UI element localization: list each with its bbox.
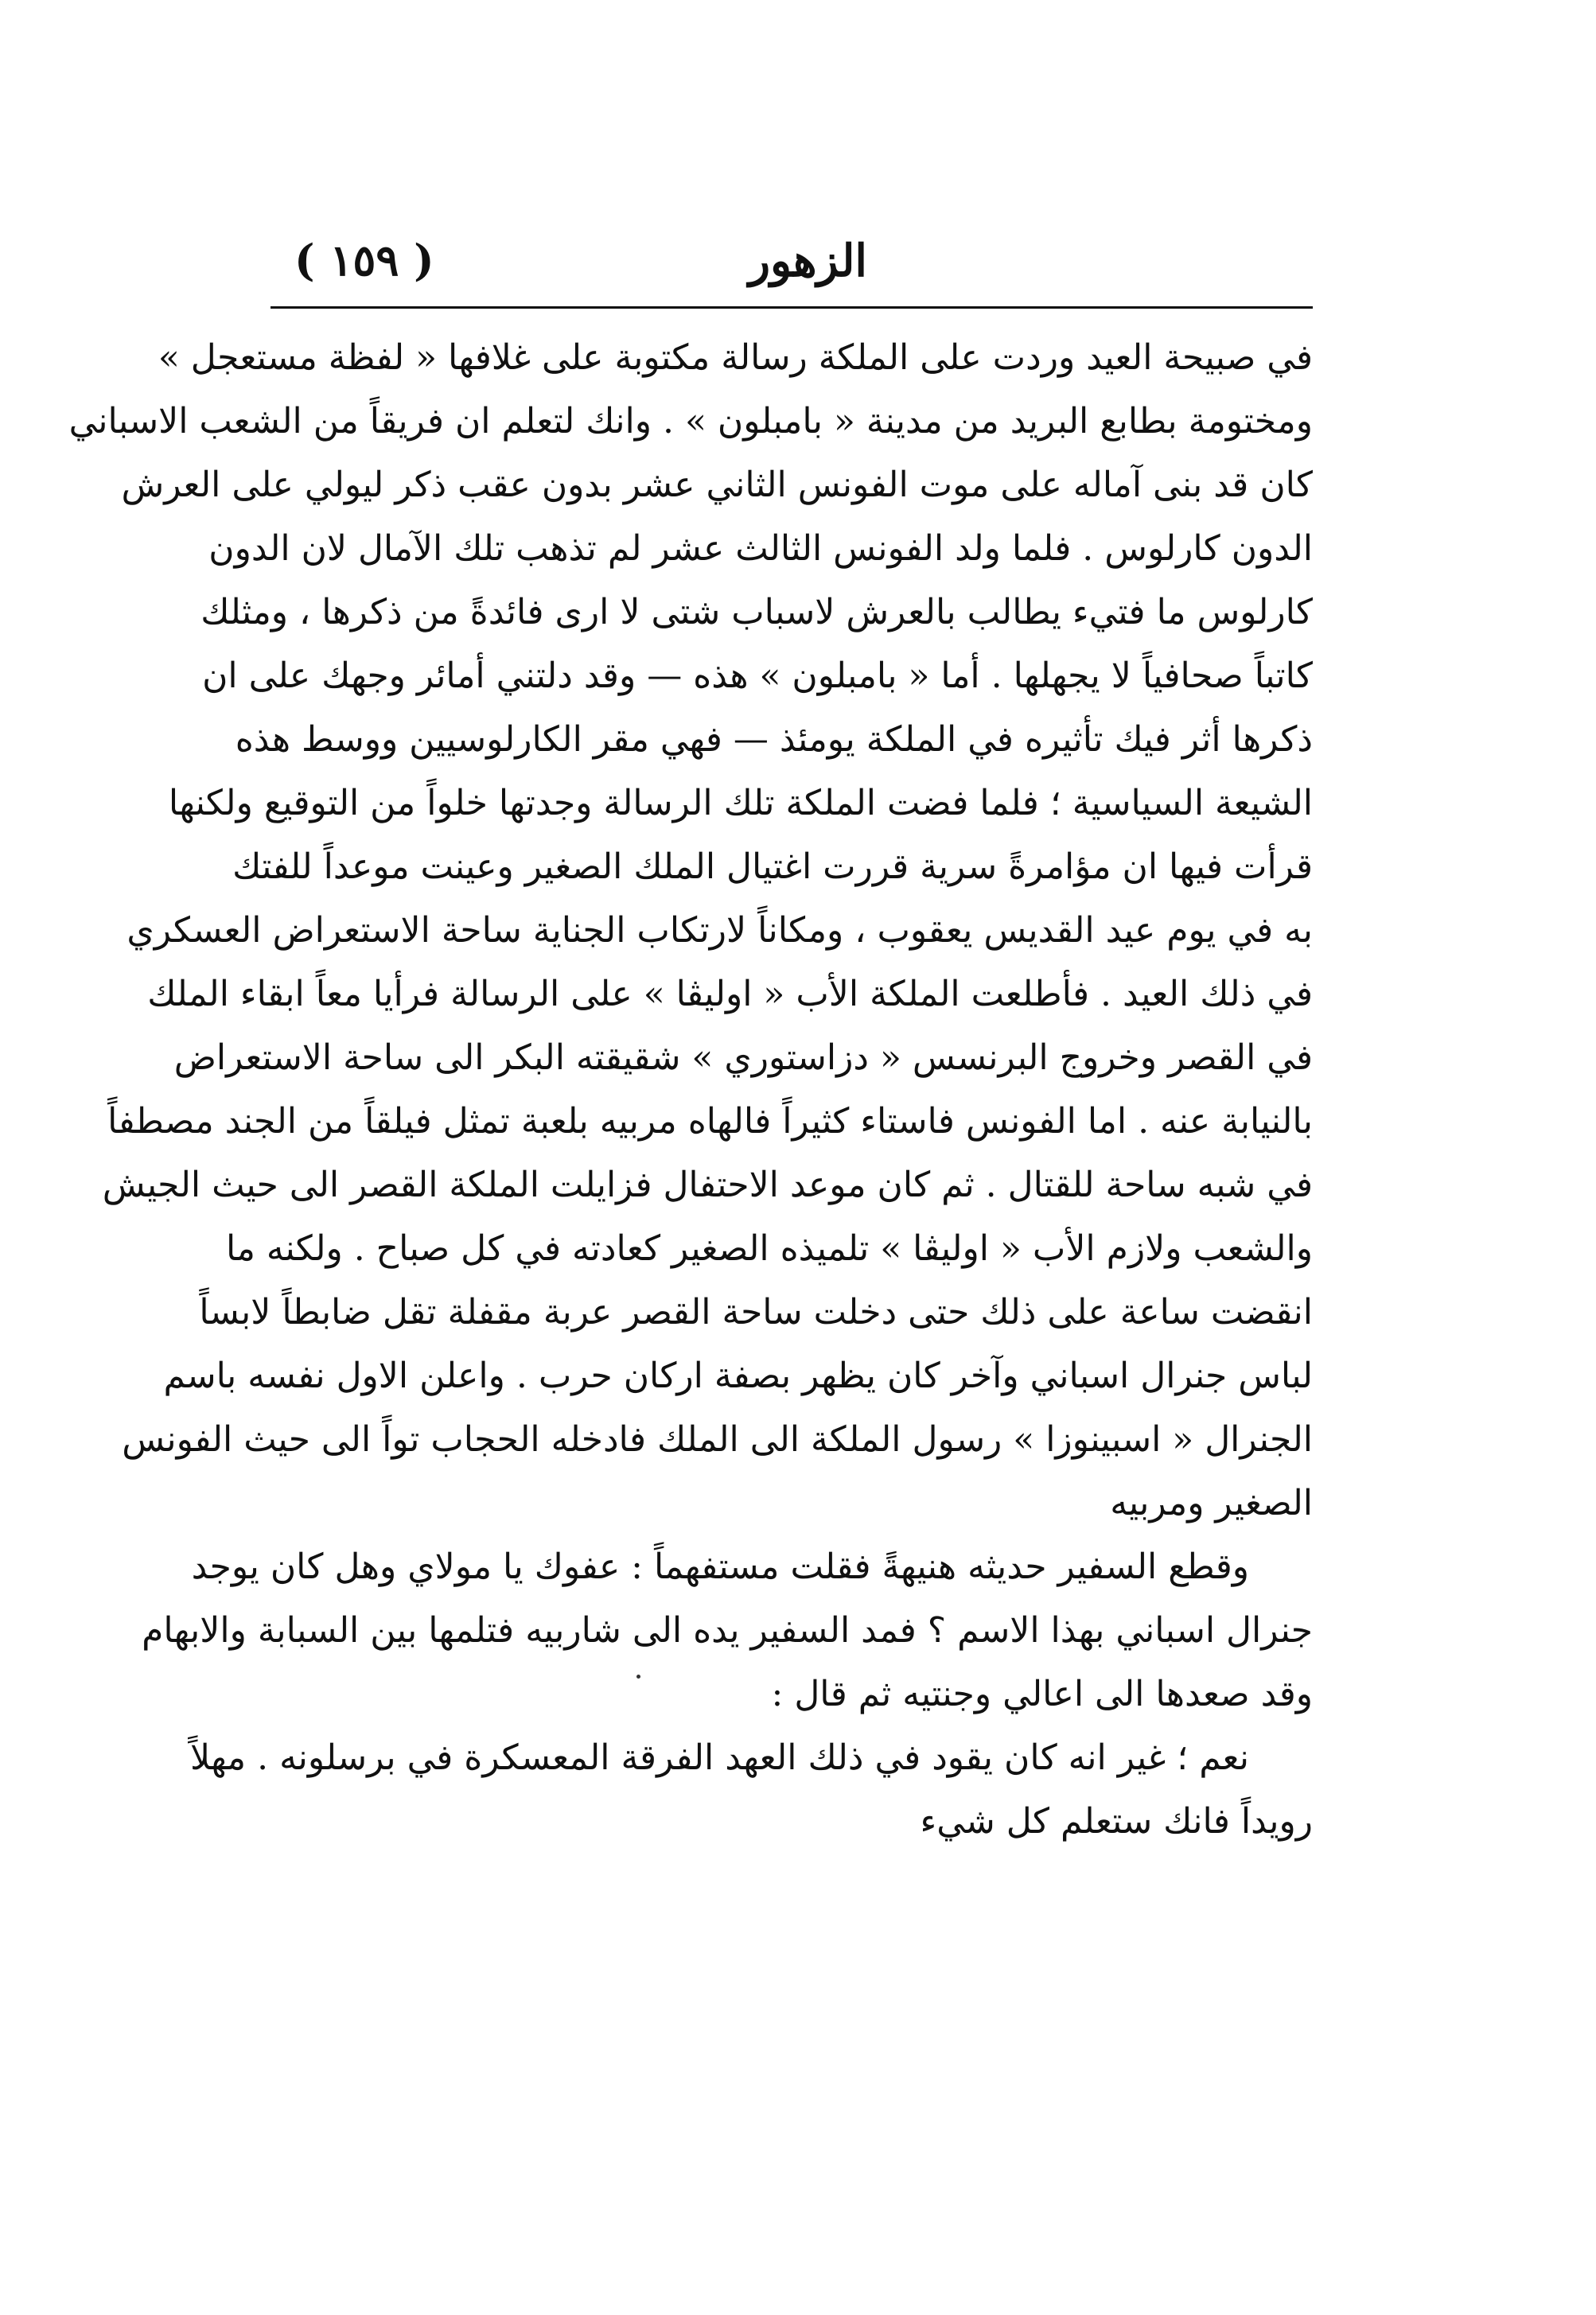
text-line: في صبيحة العيد وردت على الملكة رسالة مكتوبة على غلافها « لفظة مستعجل »	[158, 337, 1313, 378]
text-line: الجنرال « اسبينوزا » رسول الملكة الى الملك فادخله الحجاب تواً الى حيث الفونس	[122, 1419, 1313, 1460]
text-line: الشيعة السياسية ؛ فلما فضت الملكة تلك الرسالة وجدتها خلواً من التوقيع ولكنها	[168, 783, 1313, 823]
text-line: جنرال اسباني بهذا الاسم ؟ فمد السفير يده الى شاربيه فتلمها بين السبابة والابهام	[142, 1610, 1313, 1651]
text-line: في القصر وخروج البرنسس « دزاستوري » شقيقته البكر الى ساحة الاستعراض	[173, 1037, 1313, 1078]
text-line: ومختومة بطابع البريد من مدينة « بامبلون » . وانك لتعلم ان فريقاً من الشعب الاسباني	[68, 401, 1313, 442]
body-text	[68, 326, 1313, 1854]
text-line: لباس جنرال اسباني وآخر كان يظهر بصفة اركان حرب . واعلن الاول نفسه باسم	[163, 1356, 1313, 1396]
ink-speck	[636, 1675, 640, 1679]
text-line: الدون كارلوس . فلما ولد الفونس الثالث عشر لم تذهب تلك الآمال لان الدون	[208, 528, 1313, 569]
text-line: ذكرها أثر فيك تأثيره في الملكة يومئذ — فهي مقر الكارلوسيين ووسط هذه	[235, 719, 1313, 760]
text-line: في ذلك العيد . فأطلعت الملكة الأب « اوليڤا » على الرسالة فرأيا معاً ابقاء الملك	[147, 974, 1313, 1014]
page-number: ( ١٥٩ )	[294, 235, 434, 286]
text-line: كارلوس ما فتيء يطالب بالعرش لاسباب شتى لا ارى فائدةً من ذكرها ، ومثلك	[200, 592, 1313, 632]
running-title: الزهور	[748, 235, 867, 287]
text-line: قرأت فيها ان مؤامرةً سرية قررت اغتيال الملك الصغير وعينت موعداً للفتك	[232, 846, 1313, 887]
text-line: انقضت ساعة على ذلك حتى دخلت ساحة القصر عربة مقفلة تقل ضابطاً لابساً	[199, 1292, 1313, 1333]
text-line: به في يوم عيد القديس يعقوب ، ومكاناً لارتكاب الجناية ساحة الاستعراض العسكري	[127, 910, 1313, 951]
text-line: كان قد بنى آماله على موت الفونس الثاني عشر بدون عقب ذكر ليولي على العرش	[121, 465, 1313, 505]
text-line: في شبه ساحة للقتال . ثم كان موعد الاحتفال فزايلت الملكة القصر الى حيث الجيش	[102, 1165, 1313, 1205]
text-line: بالنيابة عنه . اما الفونس فاستاء كثيراً فالهاه مربيه بلعبة تمثل فيلقاً من الجند مصطفاً	[107, 1101, 1313, 1142]
text-line: رويداً فانك ستعلم كل شيء	[920, 1801, 1313, 1842]
text-line: وقطع السفير حديثه هنيهةً فقلت مستفهماً : عفوك يا مولاي وهل كان يوجد	[191, 1547, 1249, 1587]
text-line: الصغير ومربيه	[1110, 1483, 1313, 1523]
text-line: وقد صعدها الى اعالي وجنتيه ثم قال :	[771, 1674, 1313, 1714]
page-header	[271, 227, 1313, 298]
text-line: والشعب ولازم الأب « اوليڤا » تلميذه الصغير كعادته في كل صباح . ولكنه ما	[225, 1228, 1313, 1269]
text-line: كاتباً صحافياً لا يجهلها . أما « بامبلون » هذه — وقد دلتني أمائر وجهك على ان	[202, 656, 1313, 696]
text-line: نعم ؛ غير انه كان يقود في ذلك العهد الفرقة المعسكرة في برسلونه . مهلاً	[190, 1737, 1249, 1778]
header-rule	[271, 306, 1313, 309]
